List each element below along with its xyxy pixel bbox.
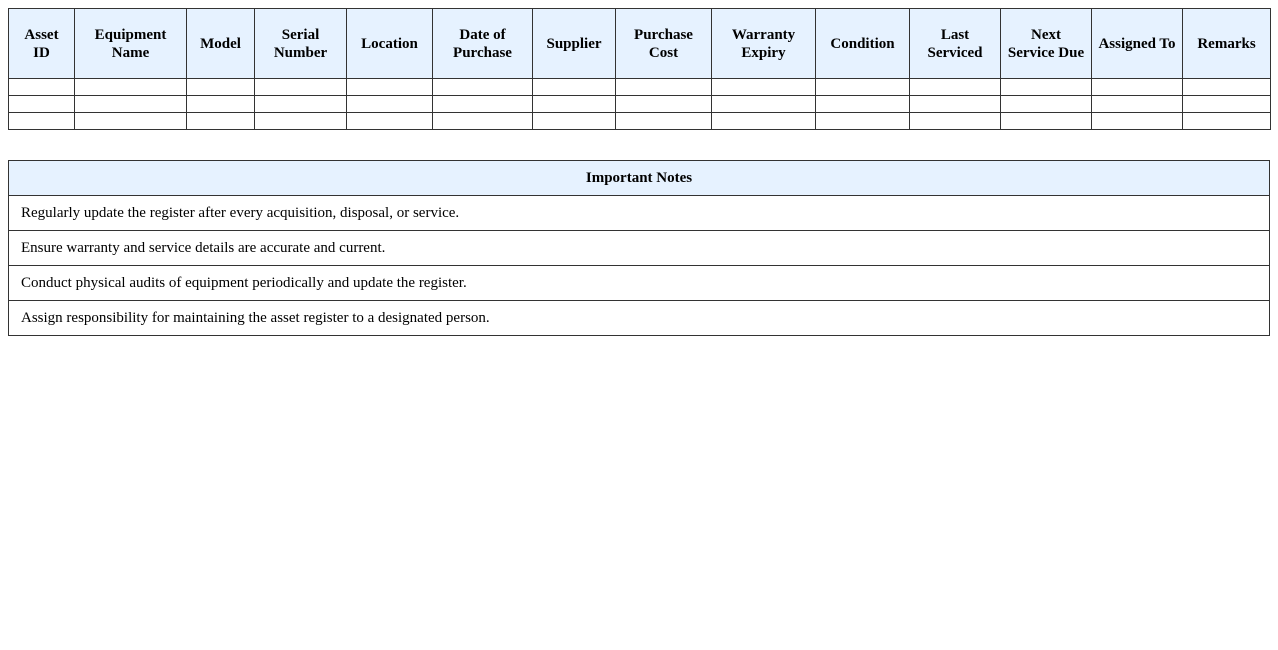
table-cell[interactable] xyxy=(712,79,816,96)
table-cell[interactable] xyxy=(1092,79,1183,96)
table-cell[interactable] xyxy=(1183,113,1271,130)
table-cell[interactable] xyxy=(255,79,347,96)
note-item: Conduct physical audits of equipment periodically and update the register. xyxy=(9,266,1270,301)
column-header-location: Location xyxy=(347,9,433,79)
table-cell[interactable] xyxy=(75,79,187,96)
table-cell[interactable] xyxy=(347,79,433,96)
note-item: Ensure warranty and service details are accurate and current. xyxy=(9,231,1270,266)
table-cell[interactable] xyxy=(533,113,616,130)
table-cell[interactable] xyxy=(910,96,1001,113)
table-cell[interactable] xyxy=(533,96,616,113)
table-cell[interactable] xyxy=(347,113,433,130)
table-row xyxy=(9,113,1271,130)
table-cell[interactable] xyxy=(816,79,910,96)
table-cell[interactable] xyxy=(9,96,75,113)
note-row xyxy=(9,231,1270,266)
column-header-condition: Condition xyxy=(816,9,910,79)
table-cell[interactable] xyxy=(255,96,347,113)
column-header-warranty-expiry: Warranty Expiry xyxy=(712,9,816,79)
table-row xyxy=(9,79,1271,96)
column-header-date-of-purchase: Date of Purchase xyxy=(433,9,533,79)
note-row xyxy=(9,301,1270,336)
table-cell[interactable] xyxy=(9,113,75,130)
column-header-assigned-to: Assigned To xyxy=(1092,9,1183,79)
table-cell[interactable] xyxy=(255,113,347,130)
column-header-next-service-due: Next Service Due xyxy=(1001,9,1092,79)
column-header-remarks: Remarks xyxy=(1183,9,1271,79)
table-cell[interactable] xyxy=(187,113,255,130)
table-cell[interactable] xyxy=(910,79,1001,96)
table-cell[interactable] xyxy=(1183,79,1271,96)
column-header-supplier: Supplier xyxy=(533,9,616,79)
table-cell[interactable] xyxy=(75,96,187,113)
table-cell[interactable] xyxy=(187,96,255,113)
table-cell[interactable] xyxy=(616,79,712,96)
table-cell[interactable] xyxy=(433,113,533,130)
table-cell[interactable] xyxy=(1092,113,1183,130)
table-row xyxy=(9,96,1271,113)
column-header-asset-id: Asset ID xyxy=(9,9,75,79)
table-cell[interactable] xyxy=(75,113,187,130)
column-header-equipment-name: Equipment Name xyxy=(75,9,187,79)
table-cell[interactable] xyxy=(187,79,255,96)
table-cell[interactable] xyxy=(816,113,910,130)
table-cell[interactable] xyxy=(433,96,533,113)
table-cell[interactable] xyxy=(616,96,712,113)
table-cell[interactable] xyxy=(712,96,816,113)
column-header-last-serviced: Last Serviced xyxy=(910,9,1001,79)
table-cell[interactable] xyxy=(1001,79,1092,96)
note-row xyxy=(9,196,1270,231)
table-cell[interactable] xyxy=(533,79,616,96)
page-content xyxy=(8,8,1270,336)
note-item: Regularly update the register after every acquisition, disposal, or service. xyxy=(9,196,1270,231)
table-cell[interactable] xyxy=(616,113,712,130)
important-notes-table xyxy=(8,160,1270,336)
table-header-row xyxy=(9,9,1271,79)
table-cell[interactable] xyxy=(910,113,1001,130)
column-header-purchase-cost: Purchase Cost xyxy=(616,9,712,79)
note-item: Assign responsibility for maintaining the asset register to a designated person. xyxy=(9,301,1270,336)
asset-register-table xyxy=(8,8,1271,130)
notes-title: Important Notes xyxy=(9,161,1270,196)
table-cell[interactable] xyxy=(9,79,75,96)
table-cell[interactable] xyxy=(347,96,433,113)
column-header-model: Model xyxy=(187,9,255,79)
table-cell[interactable] xyxy=(816,96,910,113)
table-cell[interactable] xyxy=(712,113,816,130)
column-header-serial-number: Serial Number xyxy=(255,9,347,79)
note-row xyxy=(9,266,1270,301)
table-cell[interactable] xyxy=(1183,96,1271,113)
table-cell[interactable] xyxy=(433,79,533,96)
notes-header-row xyxy=(9,161,1270,196)
table-cell[interactable] xyxy=(1092,96,1183,113)
table-cell[interactable] xyxy=(1001,96,1092,113)
table-cell[interactable] xyxy=(1001,113,1092,130)
